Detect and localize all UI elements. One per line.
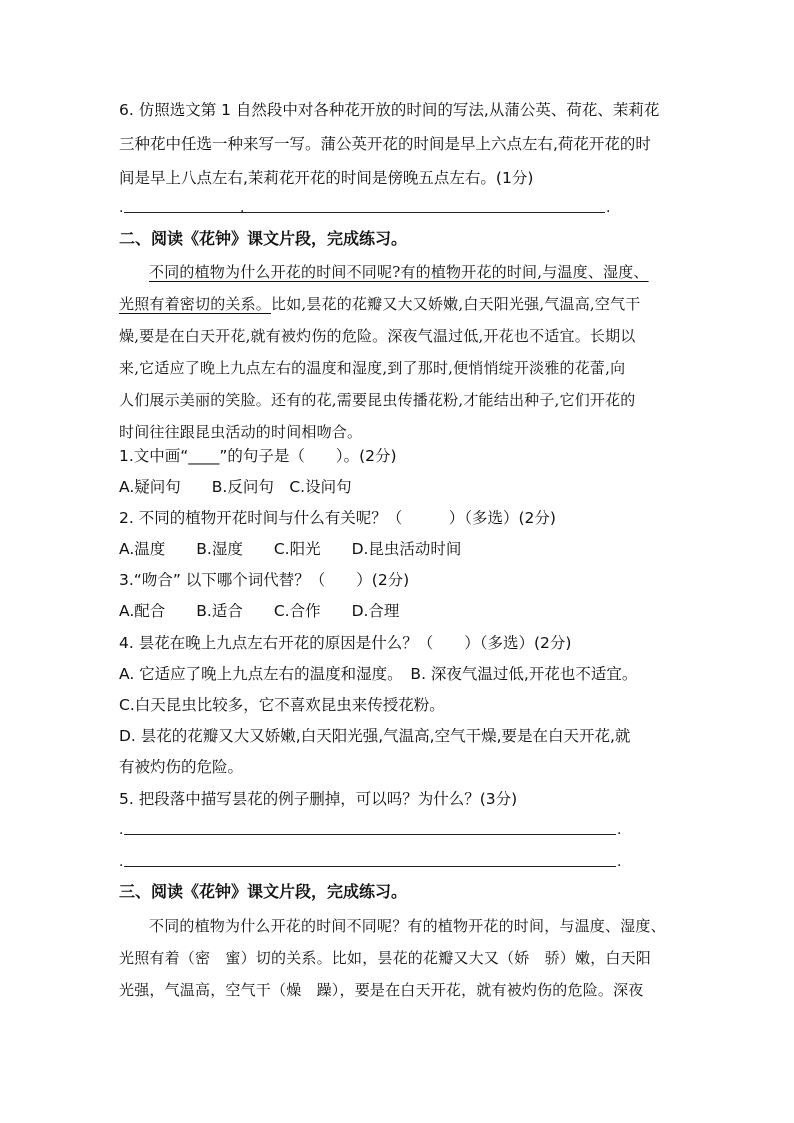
- s2-q5-text: 5. 把段落中描写昙花的例子删掉，可以吗？为什么？(3分): [119, 790, 518, 808]
- s2-q4-option-c: C.白天昆虫比较多，它不喜欢昆虫来传授花粉。: [119, 696, 445, 714]
- section2-passage-line-5: 人们展示美丽的笑脸。还有的花,需要昆虫传播花粉,才能结出种子,它们开花的: [119, 391, 636, 409]
- s2-q5-answer-dot-2: .: [617, 822, 622, 838]
- q6-answer-dot-left: .: [119, 200, 124, 216]
- section2-passage-line-3: 燥,要是在白天开花,就有被灼伤的危险。深夜气温过低,开花也不适宜。长期以: [119, 327, 636, 345]
- passage-text: 比如,昙花的花瓣又大又娇嫩,白天阳光强,气温高,空气干: [271, 295, 641, 313]
- q6-line-3: 间是早上八点左右,茉莉花开花的时间是傍晚五点左右。(1分): [119, 169, 534, 187]
- s2-q4-text: 4. 昙花在晚上九点左右开花的原因是什么？（ ）（多选）(2分): [119, 634, 572, 652]
- q6-line-2: 三种花中任选一种来写一写。蒲公英开花的时间是早上六点左右,荷花开花的时: [119, 135, 651, 153]
- s2-q3-options: A.配合 B.适合 C.合作 D.合理: [119, 602, 400, 620]
- section2-passage-line-2: [119, 294, 641, 314]
- s2-q3-text: 3.“吻合” 以下哪个词代替？（ ）(2分): [119, 571, 410, 589]
- s2-q1-text: 1.文中画“____”的句子是（ ）。(2分): [119, 447, 397, 465]
- section3-heading: 三、阅读《花钟》课文片段，完成练习。: [119, 882, 408, 901]
- s2-q4-options-ab: A. 它适应了晚上九点左右的温度和湿度。 B. 深夜气温过低,开花也不适宜。: [119, 665, 638, 683]
- section3-passage-line-3: 光强，气温高，空气干（燥 躁），要是在白天开花，就有被灼伤的危险。深夜: [119, 981, 644, 999]
- s2-q5-answer-dot-4: .: [617, 854, 622, 870]
- s2-q2-text: 2. 不同的植物开花时间与什么有关呢？（ ）（多选）(2分): [119, 509, 556, 527]
- s2-q1-options: A.疑问句 B.反问句 C.设问句: [119, 478, 352, 496]
- section2-passage-line-1: [149, 262, 649, 282]
- s2-q4-option-d-line-1: D. 昙花的花瓣又大又娇嫩,白天阳光强,气温高,空气干燥,要是在白天开花,就: [119, 727, 631, 745]
- s2-q5-answer-line-2[interactable]: [124, 866, 616, 867]
- s2-q4-option-d-line-2: 有被灼伤的危险。: [119, 758, 244, 776]
- section2-heading: 二、阅读《花钟》课文片段，完成练习。: [119, 229, 408, 248]
- s2-q5-answer-line-1[interactable]: [124, 834, 616, 835]
- s2-q5-answer-dot-3: .: [119, 854, 124, 870]
- section3-passage-line-2: 光照有着（密 蜜）切的关系。比如，昙花的花瓣又大又（娇 骄）嫩，白天阳: [119, 949, 652, 967]
- section2-passage-line-6: 时间往往跟昆虫活动的时间相吻合。: [119, 423, 363, 441]
- underlined-sentence-part-2: 光照有着密切的关系。: [119, 295, 272, 313]
- s2-q5-answer-dot-1: .: [119, 822, 124, 838]
- q6-answer-dot-mid: .: [240, 200, 245, 216]
- underlined-sentence-part-1: 不同的植物为什么开花的时间不同呢?有的植物开花的时间,与温度、湿度、: [149, 263, 649, 281]
- q6-answer-line[interactable]: [124, 212, 605, 213]
- s2-q2-options: A.温度 B.湿度 C.阳光 D.昆虫活动时间: [119, 540, 462, 558]
- q6-answer-dot-right: .: [606, 200, 611, 216]
- section2-passage-line-4: 来,它适应了晚上九点左右的温度和湿度,到了那时,便悄悄绽开淡雅的花蕾,向: [119, 359, 626, 377]
- section3-passage-line-1: 不同的植物为什么开花的时间不同呢？有的植物开花的时间，与温度、湿度、: [149, 917, 666, 935]
- q6-line-1: 6. 仿照选文第 1 自然段中对各种花开放的时间的写法,从蒲公英、荷花、茉莉花: [119, 101, 660, 119]
